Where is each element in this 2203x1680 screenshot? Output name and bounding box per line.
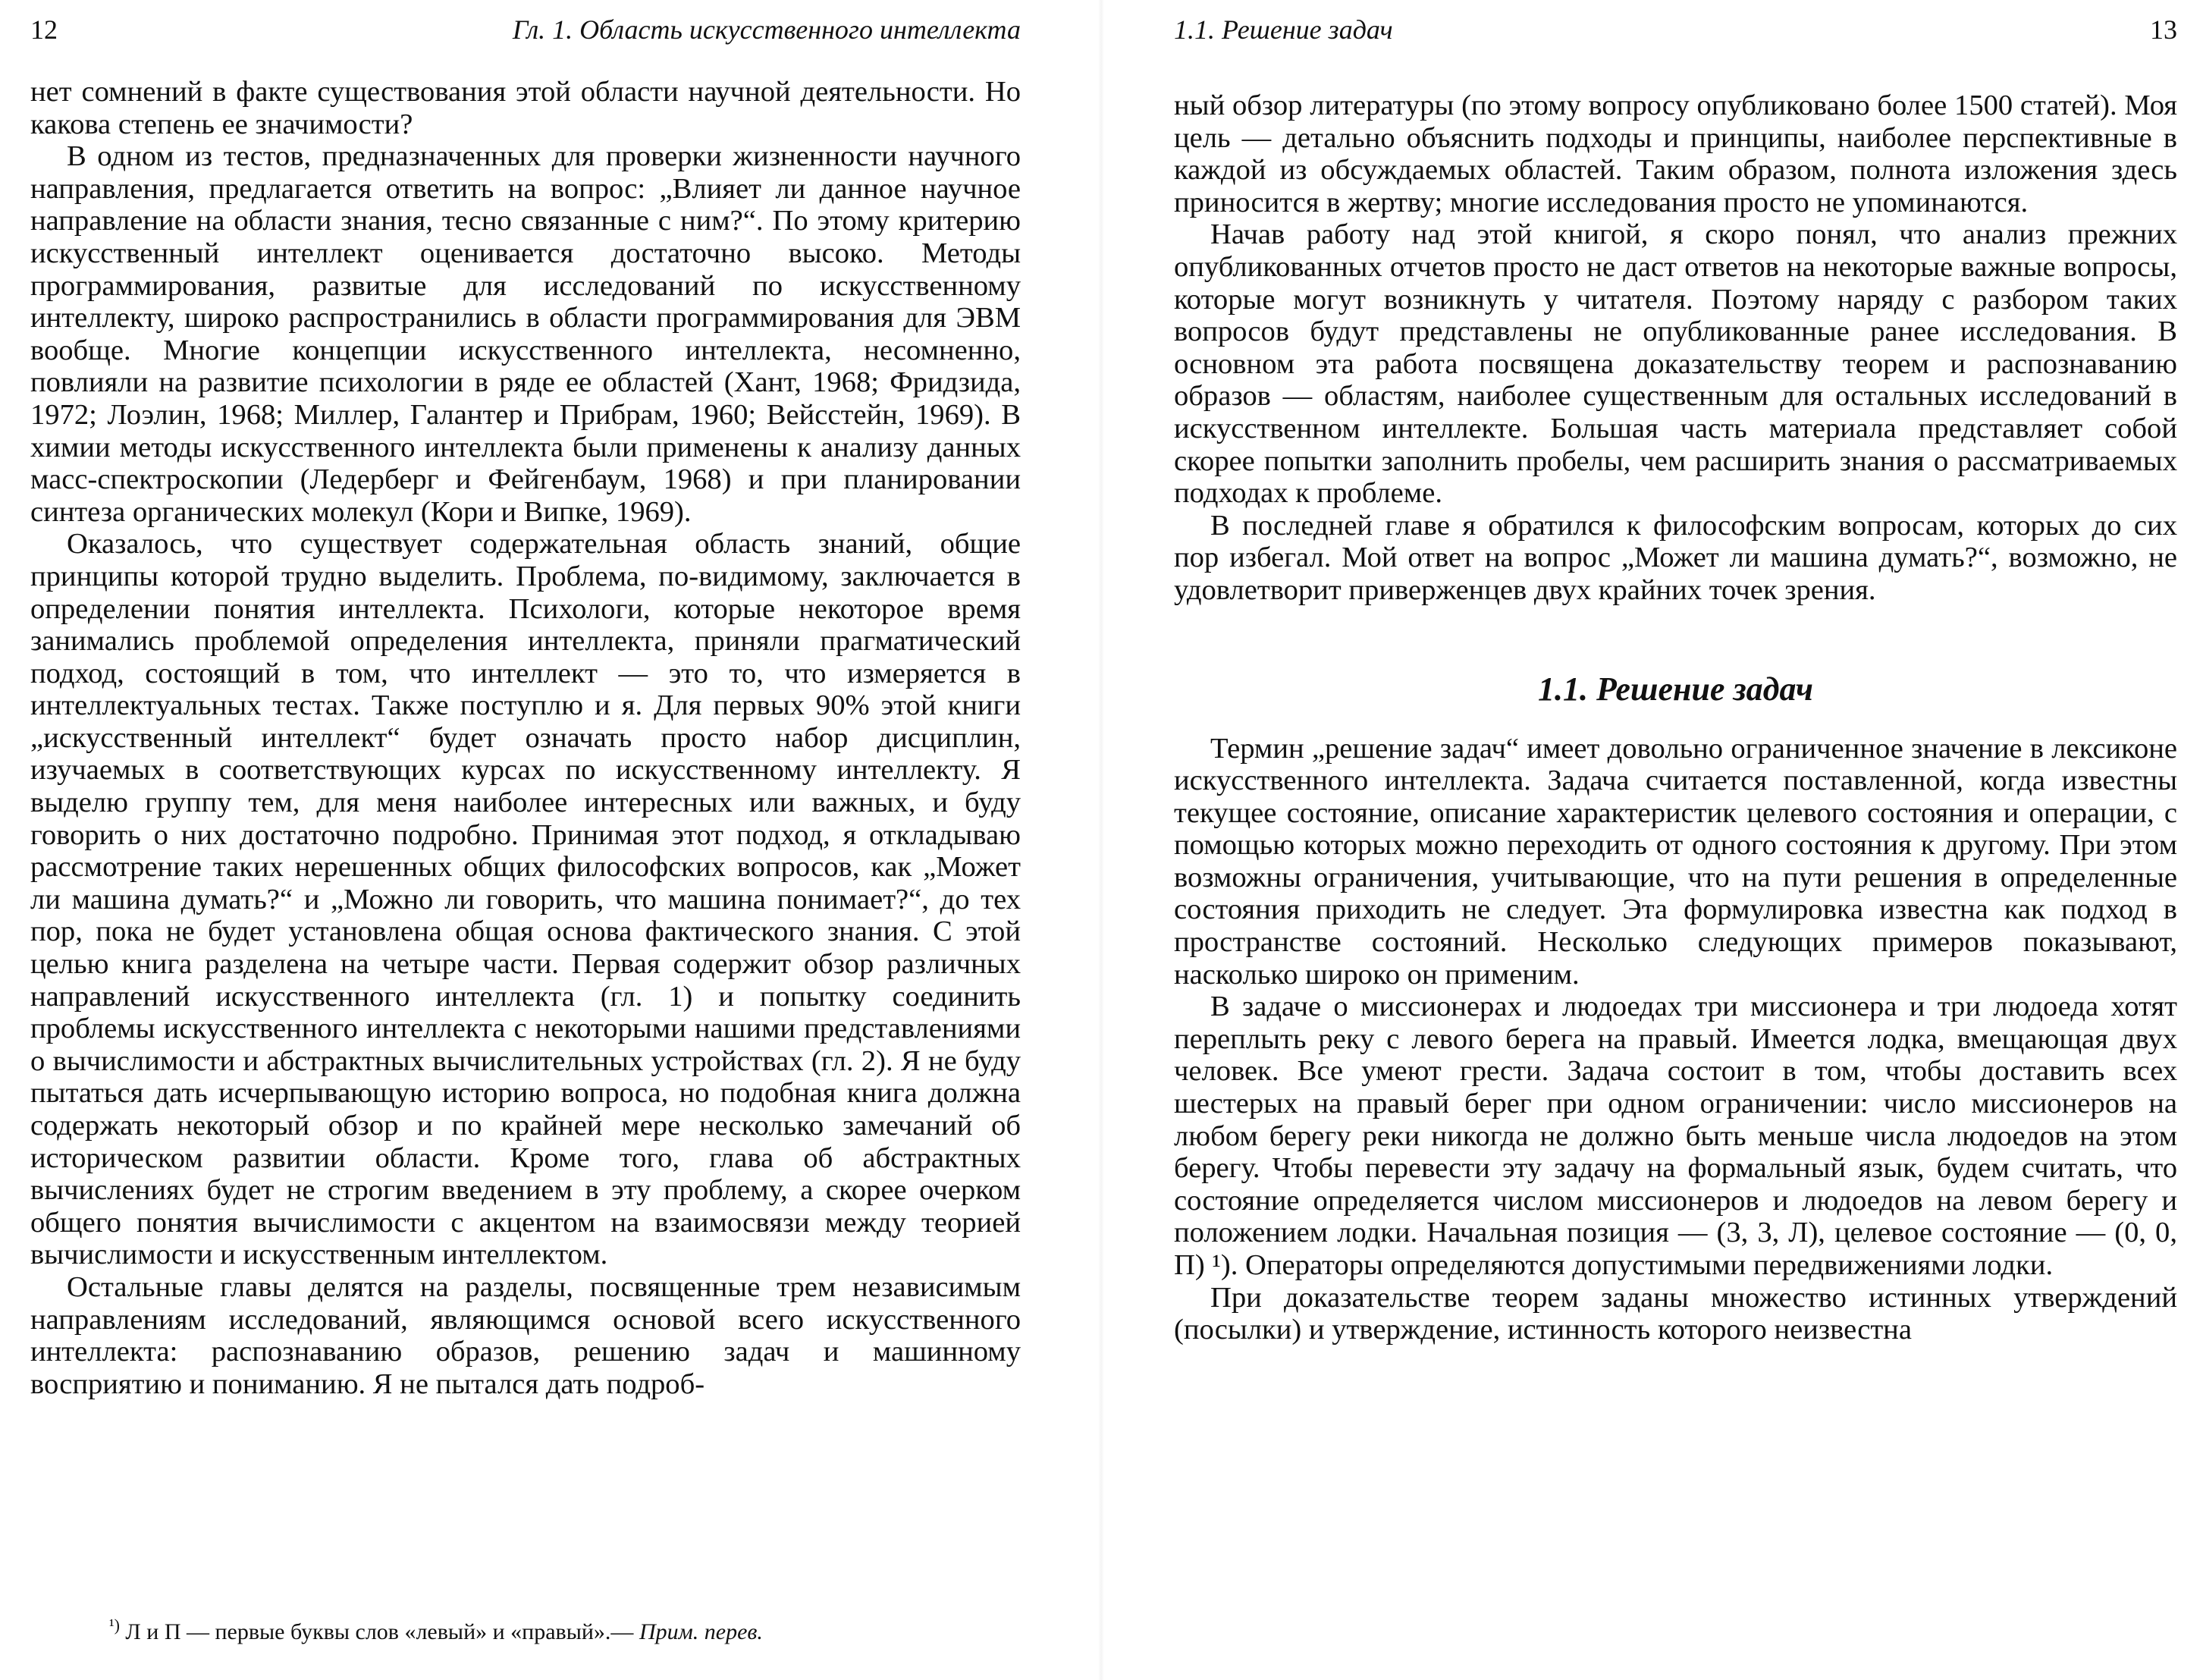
paragraph: Термин „решение задач“ имеет довольно ограниченное значение в лексиконе искусственного интеллекта. Задача считается поставленной, когда известны текущее состояние, описание характеристик целевого состояния и операции, с помощью которых можно переходить от одного состояния к другому. При этом возможны ограничения, учитывающие, что на пути решения в определенные состояния приходить не следует. Эта формулировка известна как подход в пространстве состояний. Несколько следующих примеров показывают, насколько широко он применим.: [1174, 732, 2177, 991]
footnote-mark: ¹): [109, 1616, 120, 1634]
left-page-number: 12: [30, 14, 58, 45]
left-page: [0, 0, 1101, 1680]
left-running-head: [30, 0, 1021, 59]
paragraph: В задаче о миссионерах и людоедах три миссионера и три людоеда хотят переплыть реку с левого берега на правый. Имеется лодка, вмещающая двух человек. Все умеют грести. Задача состоит в том, чтобы доставить всех шестерых на правый берег при одном ограничении: число миссионеров на любом берегу реки никогда не должно быть меньше числа людоедов на этом берегу. Чтобы перевести эту задачу на формальный язык, будем считать, что состояние определяется числом миссионеров и людоедов на левом берегу и положением лодки. Начальная позиция — (3, 3, Л), целевое состояние — (0, 0, П) ¹). Операторы определяются допустимыми передвижениями лодки.: [1174, 991, 2177, 1281]
paragraph: Начав работу над этой книгой, я скоро понял, что анализ прежних опубликованных отчетов просто не даст ответов на некоторые важные вопросы, которые могут возникнуть у читателя. Поэтому наряду с разбором таких вопросов будут представлены не опубликованные ранее исследования. В основном эта работа посвящена доказательству теорем и распознаванию образов — областям, наиболее существенным для остальных исследований в искусственном интеллекте. Большая часть материала представляет собой скорее попытки заполнить пробелы, чем расширить знания о рассматриваемых подходах к проблеме.: [1174, 218, 2177, 510]
right-running-head: [1174, 0, 2177, 59]
left-body-text: [30, 76, 1021, 1400]
paragraph: ный обзор литературы (по этому вопросу опубликовано более 1500 статей). Моя цель — детально объяснить подходы и принципы, наиболее перспективные в каждой из обсуждаемых областей. Таким образом, полнота изложения здесь приносится в жертву; многие исследования просто не упоминаются.: [1174, 89, 2177, 218]
footnote-text: Л и П — первые буквы слов «левый» и «правый».—: [125, 1619, 634, 1644]
paragraph: нет сомнений в факте существования этой области научной деятельности. Но какова степень ее значимости?: [30, 76, 1021, 140]
footnote-translator-note: Прим. перев.: [639, 1619, 763, 1644]
right-page-number: 13: [2150, 14, 2177, 45]
footnote: [73, 1617, 2177, 1647]
paragraph: Остальные главы делятся на разделы, посвященные трем независимым направлениям исследований, являющимся основой всего искусственного интеллекта: распознаванию образов, решению задач и машинному восприятию и пониманию. Я не пытался дать подроб-: [30, 1270, 1021, 1400]
paragraph: При доказательстве теорем заданы множество истинных утверждений (посылки) и утверждение, истинность которого неизвестна: [1174, 1281, 2177, 1346]
right-running-title: 1.1. Решение задач: [1174, 14, 1393, 45]
right-page: [1101, 0, 2203, 1680]
left-running-title: Гл. 1. Область искусственного интеллекта: [512, 14, 1021, 45]
right-body-text: [1174, 89, 2177, 1346]
paragraph: В последней главе я обратился к философским вопросам, которых до сих пор избегал. Мой ответ на вопрос „Может ли машина думать?“, возможно, не удовлетворит приверженцев двух крайних точек зрения.: [1174, 509, 2177, 606]
section-heading: 1.1. Решение задач: [1538, 670, 1813, 708]
paragraph: Оказалось, что существует содержательная область знаний, общие принципы которой трудно выделить. Проблема, по-видимому, заключается в определении понятия интеллекта. Психологи, которые некоторое время занимались проблемой определения интеллекта, приняли прагматический подход, состоящий в том, что интеллект — это то, что измеряется в интеллектуальных тестах. Также поступлю и я. Для первых 90% этой книги „искусственный интеллект“ будет означать просто набор дисциплин, изучаемых в соответствующих курсах по искусственному интеллекту. Я выделю группу тем, для меня наиболее интересных или важных, и буду говорить о них достаточно подробно. Принимая этот подход, я откладываю рассмотрение таких нерешенных общих философских вопросов, как „Может ли машина думать?“ и „Можно ли говорить, что машина понимает?“, до тех пор, пока не будет установлена общая основа фактического знания. С этой целью книга разделена на четыре части. Первая содержит обзор различных направлений искусственного интеллекта (гл. 1) и попытку соединить проблемы искусственного интеллекта с некоторыми нашими представлениями о вычислимости и абстрактных вычислительных устройствах (гл. 2). Я не буду пытаться дать исчерпывающую историю вопроса, но подобная книга должна содержать некоторый обзор и по крайней мере несколько замечаний об историческом развитии области. Кроме того, глава об абстрактных вычислениях будет не строгим введением в эту проблему, а скорее очерком общего понятия вычислимости с акцентом на взаимосвязи между теорией вычислимости и искусственным интеллектом.: [30, 528, 1021, 1271]
paragraph: В одном из тестов, предназначенных для проверки жизненности научного направления, предлагается ответить на вопрос: „Влияет ли данное научное направление на области знания, тесно связанные с ним?“. По этому критерию искусственный интеллект оценивается достаточно высоко. Методы программирования, развитые для исследований по искусственному интеллекту, широко распространились в области программирования для ЭВМ вообще. Многие концепции искусственного интеллекта, несомненно, повлияли на развитие психологии в ряде ее областей (Хант, 1968; Фридзида, 1972; Лоэлин, 1968; Миллер, Галантер и Прибрам, 1960; Вейсстейн, 1969). В химии методы искусственного интеллекта были применены к анализу данных масс-спектроскопии (Ледерберг и Фейгенбаум, 1968) и при планировании синтеза органических молекул (Кори и Випке, 1969).: [30, 140, 1021, 528]
